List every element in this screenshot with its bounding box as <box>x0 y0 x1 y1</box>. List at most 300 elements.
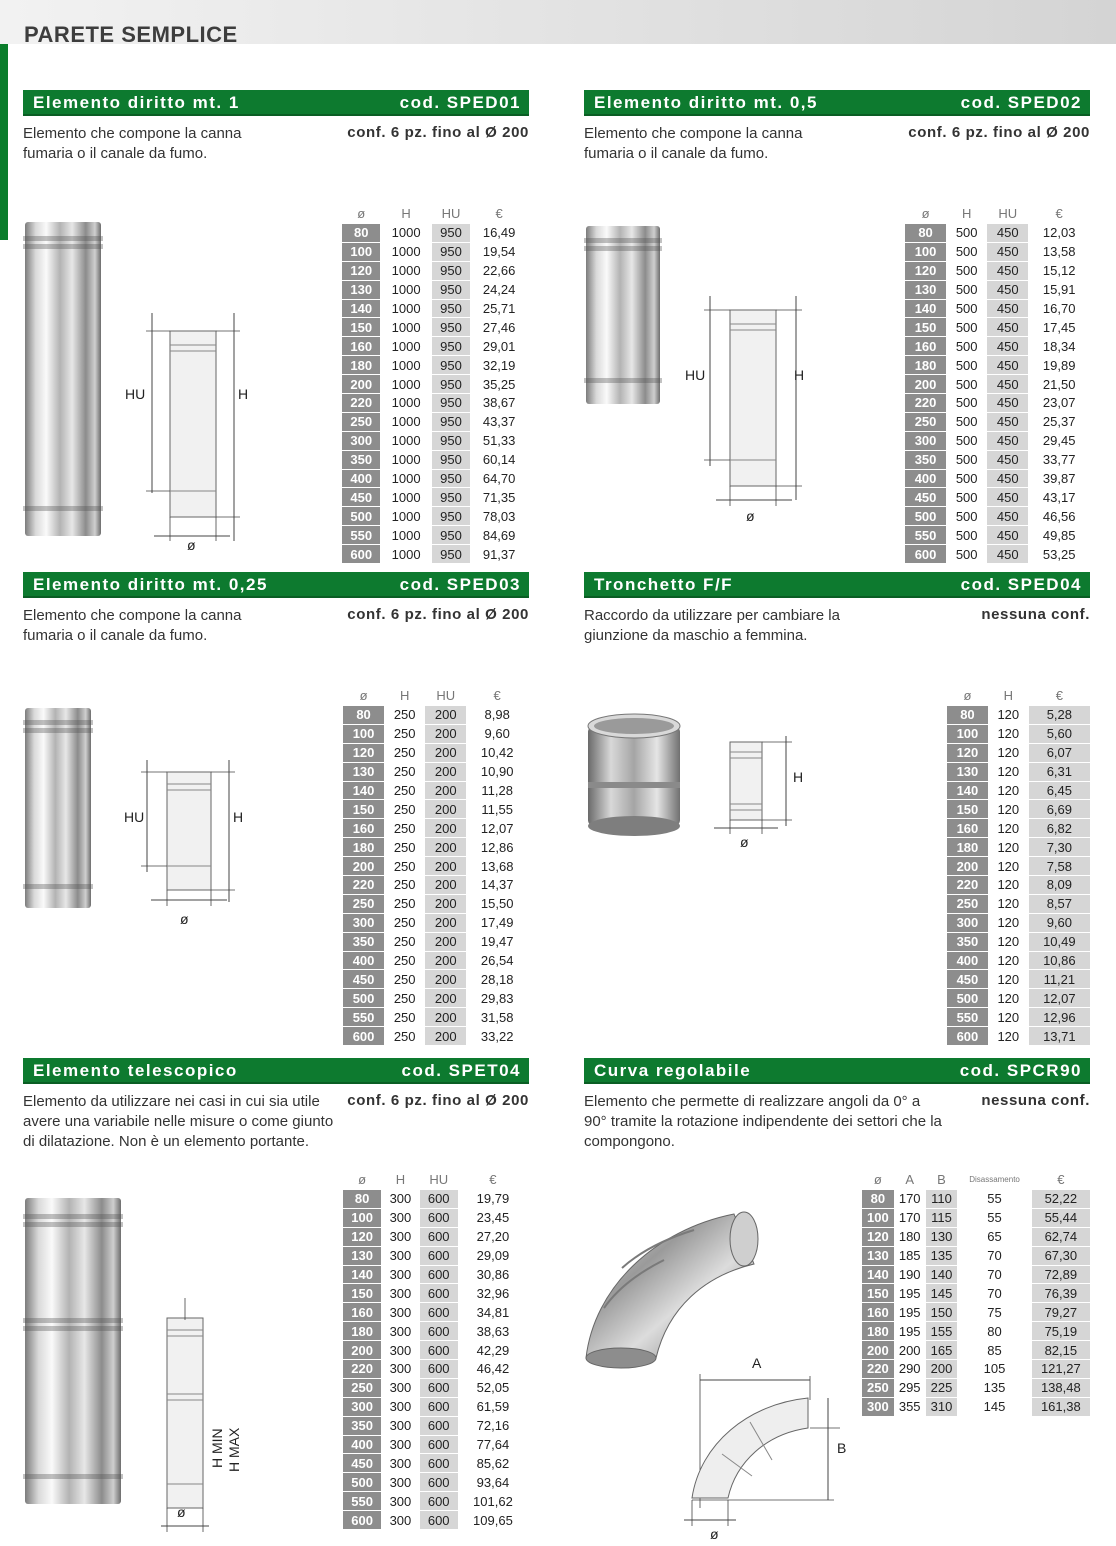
dimension-cell: 145 <box>926 1284 958 1303</box>
dimension-cell: 600 <box>420 1379 458 1398</box>
dimension-cell: 450 <box>987 356 1028 375</box>
dimension-cell: 600 <box>420 1228 458 1247</box>
dimension-cell: 500 <box>946 337 987 356</box>
price-cell: 23,45 <box>458 1209 528 1228</box>
table-row <box>343 1473 528 1492</box>
dimension-cell: 300 <box>381 1417 419 1436</box>
dimension-cell: 500 <box>946 470 987 489</box>
table-row <box>342 356 528 375</box>
price-cell: 25,37 <box>1028 413 1090 432</box>
table-row <box>343 1228 528 1247</box>
dimension-cell: 120 <box>988 970 1029 989</box>
dimension-cell: 950 <box>432 356 470 375</box>
diameter-cell: 160 <box>343 819 384 838</box>
diameter-cell: 120 <box>947 744 988 763</box>
price-cell: 27,20 <box>458 1228 528 1247</box>
dimension-cell: 500 <box>946 413 987 432</box>
dimension-cell: 145 <box>957 1398 1031 1417</box>
dimension-cell: 450 <box>987 337 1028 356</box>
dimension-cell: 600 <box>420 1473 458 1492</box>
dimension-cell: 120 <box>988 1008 1029 1027</box>
price-cell: 10,90 <box>466 763 528 782</box>
section-header <box>584 1058 1090 1084</box>
dimension-cell: 250 <box>384 706 425 725</box>
dimension-cell: 135 <box>957 1379 1031 1398</box>
price-cell: 16,49 <box>470 224 528 243</box>
packaging-info: conf. 6 pz. fino al Ø 200 <box>347 606 529 623</box>
column-header: € <box>489 1171 497 1187</box>
price-cell: 15,91 <box>1028 281 1090 300</box>
price-cell: 38,63 <box>458 1322 528 1341</box>
dimension-cell: 500 <box>946 281 987 300</box>
diameter-cell: 130 <box>947 763 988 782</box>
table-row <box>905 281 1090 300</box>
diameter-label: ø <box>180 911 189 927</box>
price-cell: 9,60 <box>466 725 528 744</box>
dimension-cell: 250 <box>384 970 425 989</box>
diameter-cell: 500 <box>343 1473 381 1492</box>
diameter-cell: 500 <box>905 507 946 526</box>
product-code: cod. SPET04 <box>401 1061 521 1080</box>
dimension-cell: 300 <box>381 1473 419 1492</box>
price-cell: 12,86 <box>466 838 528 857</box>
dimension-cell: 950 <box>432 470 470 489</box>
dimension-cell: 950 <box>432 545 470 564</box>
table-row <box>343 1247 528 1266</box>
dimension-cell: 75 <box>957 1303 1031 1322</box>
dimension-cell: 190 <box>894 1266 926 1285</box>
section-header <box>584 572 1090 598</box>
table-row <box>905 470 1090 489</box>
product-description: Raccordo da utilizzare per cambiare la giunzione da maschio a femmina. <box>584 607 840 644</box>
h-label: H <box>233 809 244 825</box>
diameter-cell: 180 <box>342 356 380 375</box>
price-cell: 8,09 <box>1029 876 1090 895</box>
table-row <box>343 989 528 1008</box>
diameter-cell: 160 <box>862 1303 894 1322</box>
dimension-cell: 500 <box>946 526 987 545</box>
diameter-cell: 400 <box>343 952 384 971</box>
dimension-cell: 450 <box>987 545 1028 564</box>
diameter-cell: 500 <box>947 989 988 1008</box>
dimension-cell: 500 <box>946 375 987 394</box>
dimension-cell: 950 <box>432 300 470 319</box>
dimension-cell: 200 <box>926 1360 958 1379</box>
dimension-cell: 120 <box>988 914 1029 933</box>
dimension-cell: 300 <box>381 1322 419 1341</box>
page-title: PARETE SEMPLICE <box>24 22 238 47</box>
dimension-cell: 1000 <box>380 545 431 564</box>
diameter-cell: 550 <box>947 1008 988 1027</box>
hmax-label: H MAX <box>226 1427 242 1472</box>
price-cell: 25,71 <box>470 300 528 319</box>
diameter-cell: 250 <box>905 413 946 432</box>
diameter-cell: 140 <box>342 300 380 319</box>
diameter-cell: 80 <box>342 224 380 243</box>
table-row <box>342 488 528 507</box>
dimension-cell: 950 <box>432 394 470 413</box>
diameter-cell: 160 <box>343 1303 381 1322</box>
diameter-cell: 220 <box>947 876 988 895</box>
diameter-cell: 180 <box>862 1322 894 1341</box>
dimension-cell: 120 <box>988 800 1029 819</box>
diameter-cell: 140 <box>343 782 384 801</box>
dimension-cell: 600 <box>420 1303 458 1322</box>
price-cell: 8,98 <box>466 706 528 725</box>
table-row <box>947 876 1090 895</box>
dimension-cell: 500 <box>946 243 987 262</box>
diameter-cell: 200 <box>905 375 946 394</box>
diameter-cell: 140 <box>343 1266 381 1285</box>
price-cell: 28,18 <box>466 970 528 989</box>
table-row <box>947 933 1090 952</box>
dimension-cell: 300 <box>381 1209 419 1228</box>
dimension-cell: 500 <box>946 224 987 243</box>
price-cell: 82,15 <box>1032 1341 1090 1360</box>
diameter-cell: 200 <box>342 375 380 394</box>
column-header: HU <box>429 1171 449 1187</box>
dimension-cell: 600 <box>420 1190 458 1209</box>
dimension-cell: 85 <box>957 1341 1031 1360</box>
diameter-cell: 120 <box>862 1228 894 1247</box>
diameter-cell: 80 <box>343 1190 381 1209</box>
dimension-cell: 450 <box>987 488 1028 507</box>
dimension-cell: 250 <box>384 933 425 952</box>
diameter-cell: 200 <box>862 1341 894 1360</box>
table-row <box>947 1027 1090 1046</box>
table-row <box>905 432 1090 451</box>
price-cell: 64,70 <box>470 470 528 489</box>
dimension-cell: 120 <box>988 876 1029 895</box>
dimension-cell: 150 <box>926 1303 958 1322</box>
dimension-cell: 950 <box>432 318 470 337</box>
table-row <box>905 318 1090 337</box>
b-label: B <box>837 1440 847 1456</box>
technical-drawing <box>670 1358 840 1538</box>
dimension-cell: 1000 <box>380 243 431 262</box>
dimension-cell: 200 <box>425 800 466 819</box>
column-header: € <box>1055 687 1063 703</box>
table-row <box>342 281 528 300</box>
diameter-cell: 160 <box>342 337 380 356</box>
table-row <box>905 262 1090 281</box>
diameter-cell: 450 <box>343 1454 381 1473</box>
dimension-cell: 250 <box>384 1027 425 1046</box>
price-cell: 52,22 <box>1032 1190 1090 1209</box>
dimension-cell: 80 <box>957 1322 1031 1341</box>
product-section <box>584 1058 1090 1542</box>
price-cell: 24,24 <box>470 281 528 300</box>
dimension-cell: 950 <box>432 507 470 526</box>
dimension-cell: 120 <box>988 857 1029 876</box>
diameter-cell: 150 <box>342 318 380 337</box>
section-header <box>23 90 529 116</box>
diameter-cell: 220 <box>905 394 946 413</box>
price-cell: 23,07 <box>1028 394 1090 413</box>
price-cell: 26,54 <box>466 952 528 971</box>
packaging-info: nessuna conf. <box>981 606 1090 623</box>
price-cell: 5,28 <box>1029 706 1090 725</box>
table-row <box>862 1284 1090 1303</box>
dimension-cell: 200 <box>425 857 466 876</box>
h-label: H <box>238 386 249 402</box>
table-row <box>862 1379 1090 1398</box>
table-row <box>343 1322 528 1341</box>
diameter-cell: 160 <box>947 819 988 838</box>
dimension-cell: 1000 <box>380 432 431 451</box>
product-section <box>23 572 529 1044</box>
table-row <box>342 413 528 432</box>
price-cell: 10,49 <box>1029 933 1090 952</box>
dimension-cell: 950 <box>432 375 470 394</box>
dimension-cell: 140 <box>926 1266 958 1285</box>
dimension-cell: 55 <box>957 1190 1031 1209</box>
diameter-cell: 140 <box>947 782 988 801</box>
price-cell: 19,54 <box>470 243 528 262</box>
packaging-info: conf. 6 pz. fino al Ø 200 <box>347 124 529 141</box>
dimension-cell: 70 <box>957 1284 1031 1303</box>
price-cell: 51,33 <box>470 432 528 451</box>
table-row <box>343 1436 528 1455</box>
table-row <box>342 507 528 526</box>
table-row <box>947 763 1090 782</box>
dimension-cell: 600 <box>420 1284 458 1303</box>
price-cell: 33,22 <box>466 1027 528 1046</box>
diameter-cell: 450 <box>342 488 380 507</box>
dimension-cell: 450 <box>987 526 1028 545</box>
dimension-cell: 450 <box>987 281 1028 300</box>
price-cell: 19,79 <box>458 1190 528 1209</box>
price-table <box>342 202 528 564</box>
dimension-cell: 450 <box>987 243 1028 262</box>
price-cell: 10,42 <box>466 744 528 763</box>
column-header: ø <box>921 205 930 221</box>
table-row <box>862 1209 1090 1228</box>
dimension-cell: 120 <box>988 782 1029 801</box>
hu-label: HU <box>125 386 146 402</box>
table-row <box>342 470 528 489</box>
table-row <box>343 1027 528 1046</box>
diameter-cell: 300 <box>342 432 380 451</box>
price-cell: 17,45 <box>1028 318 1090 337</box>
table-row <box>342 243 528 262</box>
price-cell: 161,38 <box>1032 1398 1090 1417</box>
diameter-cell: 200 <box>343 857 384 876</box>
dimension-cell: 300 <box>381 1379 419 1398</box>
dimension-cell: 500 <box>946 507 987 526</box>
diameter-cell: 130 <box>862 1247 894 1266</box>
dimension-cell: 950 <box>432 262 470 281</box>
dimension-cell: 250 <box>384 819 425 838</box>
dimension-cell: 200 <box>425 744 466 763</box>
dimension-cell: 300 <box>381 1228 419 1247</box>
dimension-cell: 135 <box>926 1247 958 1266</box>
pipe-photo <box>25 708 91 908</box>
dimension-cell: 200 <box>425 725 466 744</box>
column-header: B <box>937 1171 946 1187</box>
dimension-cell: 600 <box>420 1341 458 1360</box>
diameter-cell: 600 <box>905 545 946 564</box>
table-row <box>342 262 528 281</box>
table-row <box>862 1228 1090 1247</box>
table-row <box>947 706 1090 725</box>
diameter-cell: 180 <box>343 1322 381 1341</box>
table-row <box>905 375 1090 394</box>
diameter-cell: 80 <box>947 706 988 725</box>
table-row <box>343 819 528 838</box>
price-cell: 35,25 <box>470 375 528 394</box>
diameter-cell: 400 <box>947 952 988 971</box>
price-cell: 38,67 <box>470 394 528 413</box>
diameter-cell: 400 <box>343 1436 381 1455</box>
price-cell: 43,37 <box>470 413 528 432</box>
price-cell: 109,65 <box>458 1511 528 1530</box>
technical-drawing <box>118 305 268 565</box>
dimension-cell: 250 <box>384 725 425 744</box>
diameter-cell: 100 <box>343 725 384 744</box>
table-row <box>862 1360 1090 1379</box>
price-cell: 60,14 <box>470 451 528 470</box>
table-row <box>947 819 1090 838</box>
price-cell: 76,39 <box>1032 1284 1090 1303</box>
pipe-photo <box>586 226 660 404</box>
diameter-cell: 200 <box>343 1341 381 1360</box>
dimension-cell: 500 <box>946 262 987 281</box>
diameter-cell: 130 <box>343 1247 381 1266</box>
price-cell: 46,56 <box>1028 507 1090 526</box>
price-cell: 78,03 <box>470 507 528 526</box>
table-row <box>862 1247 1090 1266</box>
table-row <box>343 1360 528 1379</box>
dimension-cell: 450 <box>987 507 1028 526</box>
diameter-cell: 500 <box>342 507 380 526</box>
technical-drawing <box>153 1298 263 1538</box>
price-cell: 29,45 <box>1028 432 1090 451</box>
dimension-cell: 300 <box>381 1266 419 1285</box>
price-cell: 12,03 <box>1028 224 1090 243</box>
table-row <box>947 895 1090 914</box>
price-table <box>343 1168 528 1530</box>
table-row <box>343 1454 528 1473</box>
table-row <box>947 800 1090 819</box>
diameter-label: ø <box>740 834 749 850</box>
table-row <box>947 989 1090 1008</box>
hu-label: HU <box>124 809 145 825</box>
dimension-cell: 250 <box>384 876 425 895</box>
diameter-cell: 450 <box>905 488 946 507</box>
table-row <box>905 488 1090 507</box>
dimension-cell: 950 <box>432 337 470 356</box>
price-cell: 21,50 <box>1028 375 1090 394</box>
price-cell: 43,17 <box>1028 488 1090 507</box>
diameter-cell: 450 <box>947 970 988 989</box>
table-row <box>343 782 528 801</box>
product-description: Elemento che compone la canna fumaria o il canale da fumo. <box>23 607 242 644</box>
dimension-cell: 120 <box>988 952 1029 971</box>
diameter-cell: 150 <box>905 318 946 337</box>
diameter-cell: 220 <box>342 394 380 413</box>
dimension-cell: 1000 <box>380 262 431 281</box>
dimension-cell: 450 <box>987 224 1028 243</box>
dimension-cell: 105 <box>957 1360 1031 1379</box>
product-section <box>23 90 529 562</box>
table-row <box>947 952 1090 971</box>
table-row <box>343 800 528 819</box>
price-cell: 85,62 <box>458 1454 528 1473</box>
diameter-cell: 350 <box>947 933 988 952</box>
price-cell: 32,96 <box>458 1284 528 1303</box>
dimension-cell: 250 <box>384 989 425 1008</box>
dimension-cell: 250 <box>384 952 425 971</box>
table-row <box>343 1190 528 1209</box>
diameter-cell: 130 <box>905 281 946 300</box>
diameter-cell: 450 <box>343 970 384 989</box>
dimension-cell: 310 <box>926 1398 958 1417</box>
column-header: H <box>1003 687 1013 703</box>
table-row <box>947 744 1090 763</box>
price-cell: 19,89 <box>1028 356 1090 375</box>
table-row <box>343 933 528 952</box>
diameter-cell: 150 <box>343 800 384 819</box>
diameter-cell: 350 <box>343 1417 381 1436</box>
diameter-cell: 250 <box>947 895 988 914</box>
product-section <box>584 90 1090 562</box>
price-cell: 19,47 <box>466 933 528 952</box>
table-row <box>343 1341 528 1360</box>
price-cell: 6,82 <box>1029 819 1090 838</box>
diameter-cell: 300 <box>343 914 384 933</box>
price-cell: 61,59 <box>458 1398 528 1417</box>
dimension-cell: 120 <box>988 725 1029 744</box>
price-cell: 52,05 <box>458 1379 528 1398</box>
product-section <box>23 1058 529 1528</box>
dimension-cell: 250 <box>384 914 425 933</box>
price-cell: 9,60 <box>1029 914 1090 933</box>
dimension-cell: 195 <box>894 1303 926 1322</box>
table-row <box>342 526 528 545</box>
product-name: Curva regolabile <box>594 1061 752 1080</box>
price-cell: 6,69 <box>1029 800 1090 819</box>
dimension-cell: 295 <box>894 1379 926 1398</box>
diameter-cell: 120 <box>343 1228 381 1247</box>
diameter-label: ø <box>187 537 196 553</box>
table-row <box>342 451 528 470</box>
diameter-cell: 500 <box>343 989 384 1008</box>
packaging-info: conf. 6 pz. fino al Ø 200 <box>347 1092 529 1109</box>
price-cell: 6,31 <box>1029 763 1090 782</box>
dimension-cell: 120 <box>988 838 1029 857</box>
price-cell: 91,37 <box>470 545 528 564</box>
price-cell: 53,25 <box>1028 545 1090 564</box>
diameter-cell: 160 <box>905 337 946 356</box>
column-header: ø <box>359 687 368 703</box>
technical-drawing <box>696 290 836 530</box>
price-cell: 138,48 <box>1032 1379 1090 1398</box>
dimension-cell: 1000 <box>380 300 431 319</box>
price-cell: 49,85 <box>1028 526 1090 545</box>
product-name: Elemento telescopico <box>33 1061 238 1080</box>
diameter-cell: 350 <box>905 451 946 470</box>
dimension-cell: 115 <box>926 1209 958 1228</box>
product-name: Elemento diritto mt. 0,5 <box>594 93 818 112</box>
dimension-cell: 180 <box>894 1228 926 1247</box>
dimension-cell: 120 <box>988 706 1029 725</box>
table-row <box>343 725 528 744</box>
dimension-cell: 500 <box>946 432 987 451</box>
dimension-cell: 600 <box>420 1266 458 1285</box>
price-cell: 18,34 <box>1028 337 1090 356</box>
table-row <box>343 744 528 763</box>
